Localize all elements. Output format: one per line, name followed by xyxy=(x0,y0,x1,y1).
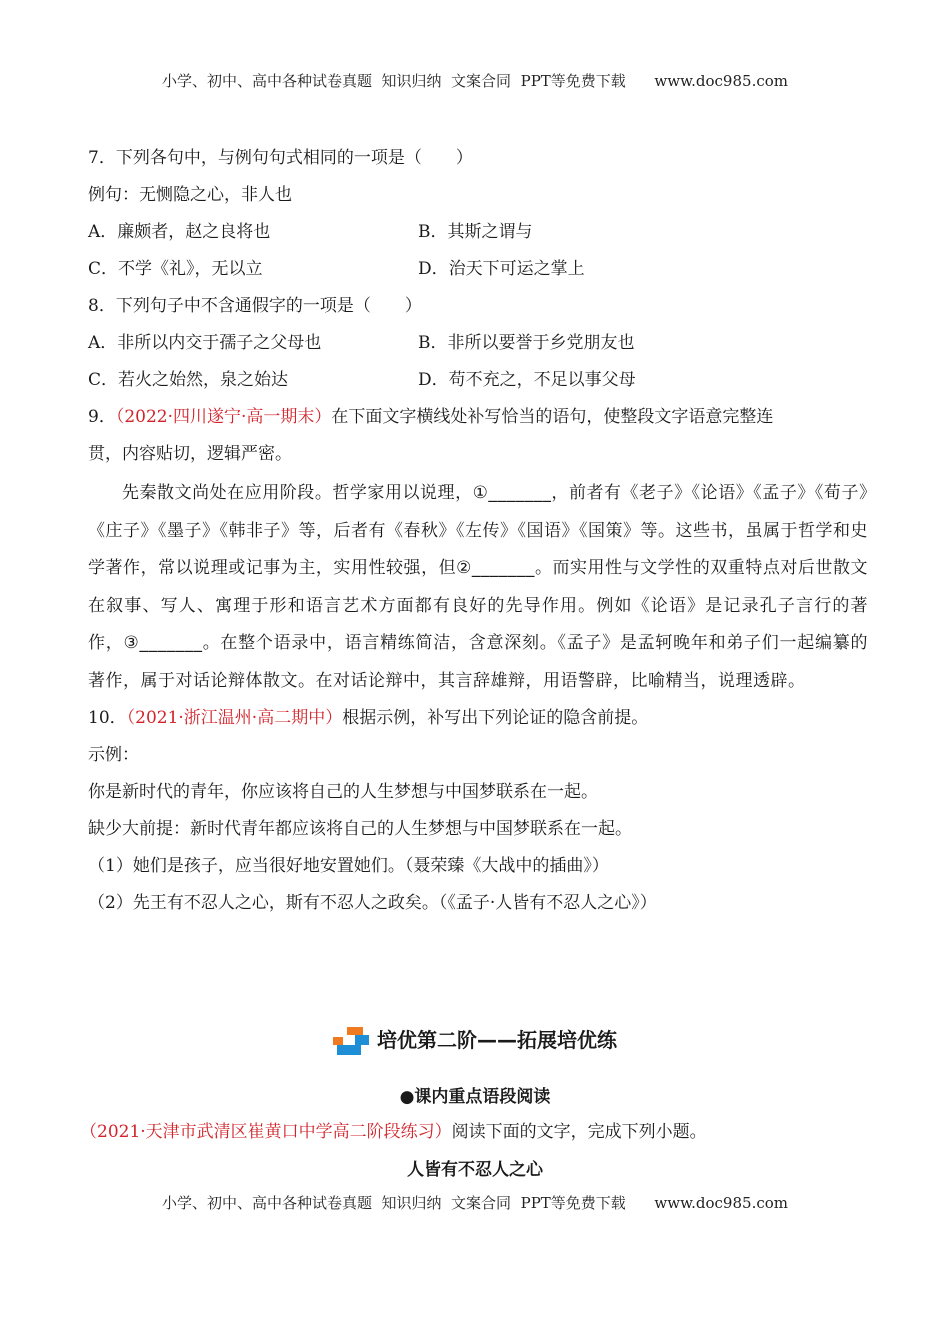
q8-option-row xyxy=(88,325,868,362)
section-subtitle: ●课内重点语段阅读 xyxy=(399,1087,551,1107)
q10-source: （2021·浙江温州·高二期中） xyxy=(126,708,343,728)
section-title xyxy=(0,1024,950,1057)
q7-option-b: B．其斯之谓与 xyxy=(418,222,533,242)
q9-passage-text: 先秦散文尚处在应用阶段。哲学家用以说理，①_______，前者有《老子》《论语》《孟子》《荀子》《庄子》《墨子》《韩非子》等，后者有《春秋》《左传》《国语》《国策》等。这些书，虽属于哲学和史学著作，常以说理或记事为主，实用性较强，但②_______。而实用性与文学性的双重特点对后世散文在叙事、写人、寓理于形和语言艺术方面都有良好的先导作用。例如《论语》是记录孔子言行的著作，③_______。在整个语录中，语言精练简洁，含意深刻。《孟子》是孟轲晚年和弟子们一起编纂的著作，属于对话论辩体散文。在对话论辩中，其言辞雄辩，用语警辟，比喻精当，说理透辟。 xyxy=(88,483,868,691)
q8-option-d: D．苟不充之，不足以事父母 xyxy=(418,370,636,390)
q8-option-b: B．非所以要誉于乡党朋友也 xyxy=(418,333,635,353)
page-header: 小学、初中、高中各种试卷真题 知识归纳 文案合同 PPT等免费下载 www.doc985.com xyxy=(161,72,788,90)
q9-number: 9． xyxy=(88,407,116,427)
section-title-text: 培优第二阶——拓展培优练 xyxy=(377,1028,617,1052)
q9-stem-text: 在下面文字横线处补写恰当的语句，使整段文字语意完整连 xyxy=(331,407,774,427)
q10-item-1: （1）她们是孩子，应当很好地安置她们。（聂荣臻《大战中的插曲》） xyxy=(88,856,609,876)
passage-title: 人皆有不忍人之心 xyxy=(407,1160,543,1180)
q7-option-c: C．不学《礼》，无以立 xyxy=(88,259,263,279)
q9-passage xyxy=(88,475,868,700)
q9-stem-cont: 贯，内容贴切，逻辑严密。 xyxy=(88,444,292,464)
q8-stem: 8．下列句子中不含通假字的一项是（ ） xyxy=(88,296,422,316)
q10-stem xyxy=(88,700,868,737)
q10-stem-text: 根据示例，补写出下列论证的隐含前提。 xyxy=(342,708,649,728)
question-area xyxy=(88,140,868,922)
q10-example-2: 缺少大前提：新时代青年都应该将自己的人生梦想与中国梦联系在一起。 xyxy=(88,819,632,839)
q7-option-a: A．廉颇者，赵之良将也 xyxy=(88,222,271,242)
reading-instruction: 阅读下面的文字，完成下列小题。 xyxy=(451,1122,707,1142)
q7-option-row xyxy=(88,214,868,251)
reading-source-line xyxy=(80,1117,707,1142)
q10-example-label: 示例： xyxy=(88,745,139,765)
q7-option-row xyxy=(88,251,868,288)
q9-stem xyxy=(88,399,868,436)
q10-example-1: 你是新时代的青年，你应该将自己的人生梦想与中国梦联系在一起。 xyxy=(88,782,598,802)
q10-number: 10． xyxy=(88,708,127,728)
section-logo-icon xyxy=(333,1027,371,1057)
q10-item-2: （2）先王有不忍人之心，斯有不忍人之政矣。（《孟子·人皆有不忍人之心》） xyxy=(88,893,657,913)
q7-stem: 7．下列各句中，与例句句式相同的一项是（ ） xyxy=(88,148,473,168)
q7-option-d: D．治天下可运之掌上 xyxy=(418,259,585,279)
page-footer: 小学、初中、高中各种试卷真题 知识归纳 文案合同 PPT等免费下载 www.doc985.com xyxy=(161,1194,788,1212)
reading-source: （2021·天津市武清区崔黄口中学高二阶段练习） xyxy=(80,1122,452,1142)
q8-option-c: C．若火之始然，泉之始达 xyxy=(88,370,289,390)
q7-example: 例句：无恻隐之心，非人也 xyxy=(88,185,292,205)
q9-source: （2022·四川遂宁·高一期末） xyxy=(115,407,332,427)
q8-option-a: A．非所以内交于孺子之父母也 xyxy=(88,333,322,353)
q8-option-row xyxy=(88,362,868,399)
